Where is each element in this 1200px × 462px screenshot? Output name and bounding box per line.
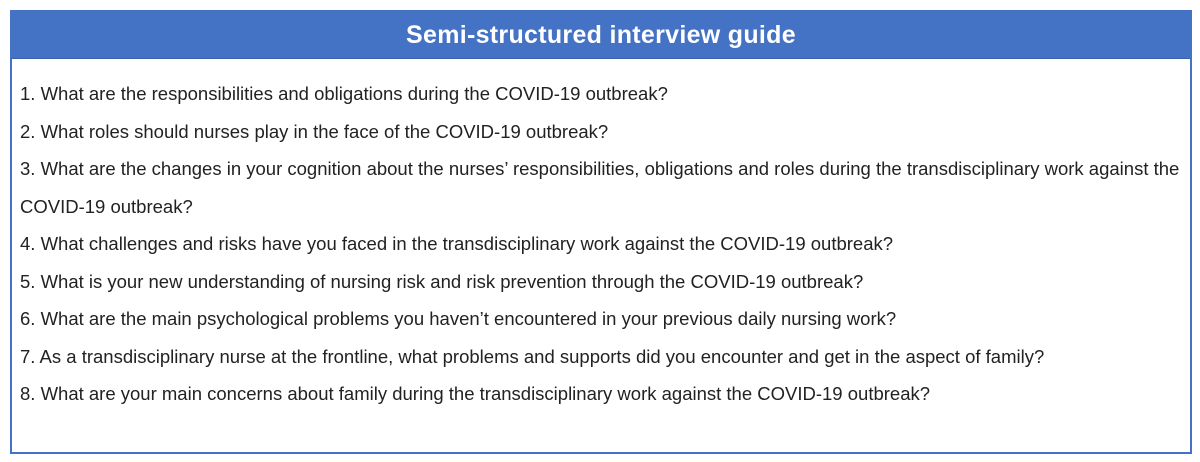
question-item-7: 7. As a transdisciplinary nurse at the frontline, what problems and supports did you encounter and get in the aspect of family? xyxy=(20,345,1045,367)
guide-title: Semi-structured interview guide xyxy=(12,12,1190,59)
question-list xyxy=(12,59,1190,413)
question-item-6: 6. What are the main psychological problems you haven’t encountered in your previous daily nursing work? xyxy=(20,308,897,329)
question-item-1: 1. What are the responsibilities and obligations during the COVID-19 outbreak? xyxy=(20,83,668,104)
question-item-4: 4. What challenges and risks have you faced in the transdisciplinary work against the COVID-19 outbreak? xyxy=(20,233,894,254)
question-item-2: 2. What roles should nurses play in the face of the COVID-19 outbreak? xyxy=(20,120,609,142)
question-item-5: 5. What is your new understanding of nursing risk and risk prevention through the COVID-19 outbreak? xyxy=(20,270,864,292)
question-item-8: 8. What are your main concerns about family during the transdisciplinary work against the COVID-19 outbreak? xyxy=(20,383,931,404)
interview-guide-box xyxy=(10,10,1192,454)
question-item-3: 3. What are the changes in your cognition about the nurses’ responsibilities, obligations and roles during the transdisciplinary work against the COVID-19 outbreak? xyxy=(20,158,1180,217)
